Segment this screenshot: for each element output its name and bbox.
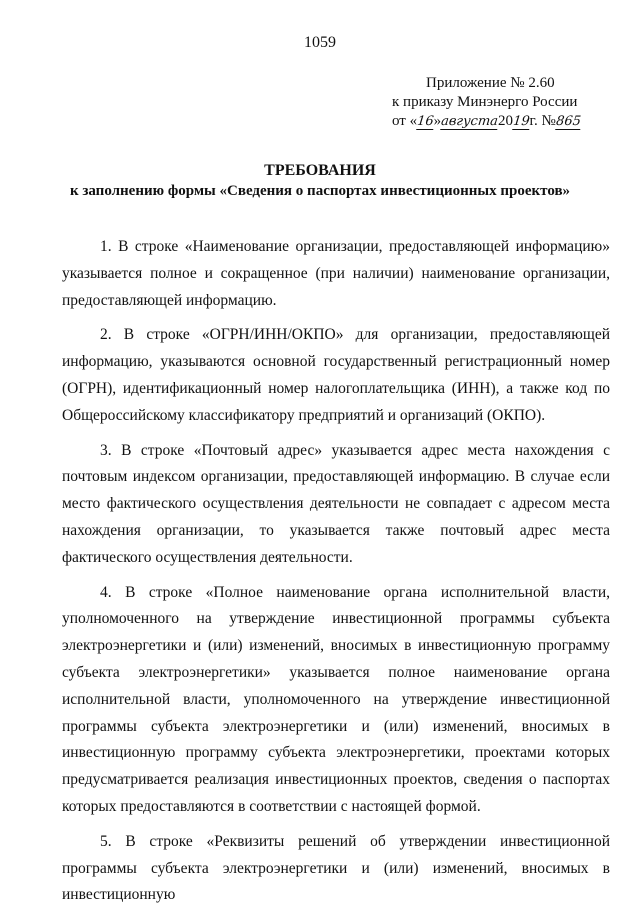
order-year-handwritten: 19 [512, 114, 531, 129]
paragraph-2: 2. В строке «ОГРН/ИНН/ОКПО» для организации, предоставляющей информацию, указываются основной государственный регистрационный номер (ОГРН), идентификационный номер налогоплательщика (ИНН), а также код по Общероссийскому классификатору предприятий и организаций (ОКПО). [62, 326, 610, 424]
document-title: ТРЕБОВАНИЯ [264, 162, 376, 179]
order-number-handwritten: 865 [555, 114, 582, 129]
paragraph-1: 1. В строке «Наименование организации, предоставляющей информацию» указывается полное и сокращенное (при наличии) наименование организации, предоставляющей информацию. [62, 238, 610, 309]
order-month-handwritten: августа [440, 114, 499, 129]
page-number: 1059 [304, 34, 336, 51]
order-date-prefix: от « [392, 113, 418, 129]
document-subtitle: к заполнению формы «Сведения о паспортах инвестиционных проектов» [69, 183, 571, 199]
order-number-label: г. № [529, 113, 556, 129]
paragraph-4: 4. В строке «Полное наименование органа исполнительной власти, уполномоченного на утверждение инвестиционной программы субъекта электроэнергетики и (или) изменений, вносимых в инвестиционную программу субъекта электроэнергетики» указывается полное наименование органа исполнительной власти, уполномоченного на утверждение инвестиционной программы субъекта электроэнергетики и (или) изменений, вносимых в инвестиционную программу субъекта электроэнергетики, проектами которых предусматривается реализация инвестиционных проектов, сведения о паспортах которых предоставляются в соответствии с настоящей формой. [62, 583, 610, 815]
paragraph-3: 3. В строке «Почтовый адрес» указывается адрес места нахождения с почтовым индексом организации, предоставляющей информацию. В случае если место фактического осуществления деятельности не совпадает с адресом места нахождения организации, то указывается также почтовый адрес места фактического осуществления деятельности. [62, 441, 610, 566]
appendix-line1: Приложение № 2.60 [426, 75, 555, 91]
appendix-block [392, 74, 632, 131]
order-day-handwritten: 16 [416, 114, 435, 129]
order-year-prefix: 20 [497, 113, 513, 129]
appendix-line2: к приказу Минэнерго России [392, 94, 578, 110]
order-date-quote: » [433, 113, 442, 129]
requirements-body [62, 234, 610, 917]
appendix-line3 [392, 112, 632, 131]
paragraph-5: 5. В строке «Реквизиты решений об утверждении инвестиционной программы субъекта электроэнергетики и (или) изменений, вносимых в инвестиционную [62, 832, 610, 904]
